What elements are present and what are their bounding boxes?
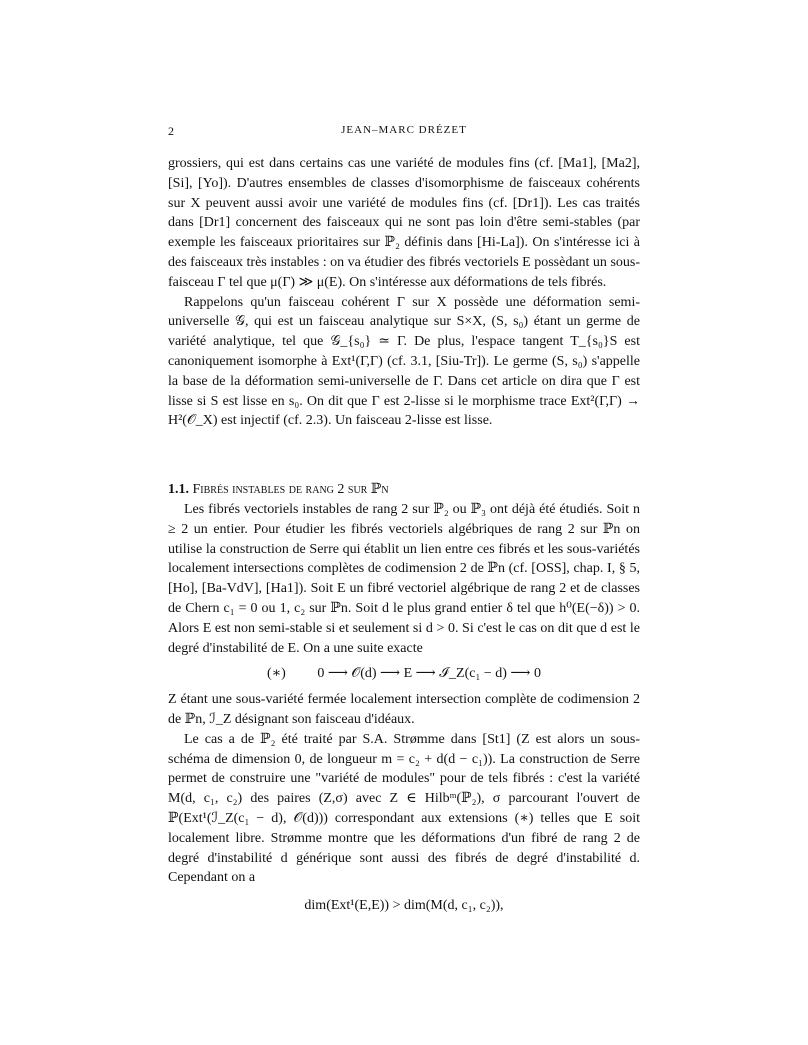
exact-sequence-equation	[168, 664, 640, 684]
section-title: Fibrés instables de rang 2 sur ℙn	[192, 482, 389, 498]
paragraph: Le cas a de ℙ₂ été traité par S.A. Strømme dans [St1] (Z est alors un sous-schéma de dimension 0, de longueur m = c₂ + d(d − c₁)). La construction de Serre permet de construire une "variété de modules" pour de tels fibrés : c'est la variété M(d, c₁, c₂) des paires (Z,σ) avec Z ∈ Hilbᵐ(ℙ₂), σ parcourant l'ouvert de ℙ(Ext¹(ℐ_Z(c₁ − d), 𝒪(d))) correspondant aux extensions (∗) telles que E soit localement libre. Strømme montre que les déformations d'un fibré de rang 2 de degré d'instabilité d générique sont aussi des fibrés de degré d'instabilité d. Cependant on a	[168, 731, 640, 886]
section-heading	[168, 480, 640, 500]
paragraph: grossiers, qui est dans certains cas une variété de modules fins (cf. [Ma1], [Ma2], [Si], [Yo]). D'autres ensembles de classes d'isomorphisme de faisceaux cohérents sur X peuvent aussi avoir une variété de modules fins (cf. [Dr1]). Les cas traités dans [Dr1] concernent des faisceaux qui ne sont pas loin d'être semi-stables (par exemple les faisceaux prioritaires sur ℙ₂ définis dans [Hi-La]). On s'intéresse ici à des faisceaux très instables : on va étudier des fibrés vectoriels E possèdant un sous-faisceau Γ tel que μ(Γ) ≫ μ(E). On s'intéresse aux déformations de tels fibrés.	[168, 156, 640, 290]
paragraph: Z étant une sous-variété fermée localement intersection complète de codimension 2 de ℙn, ℐ_Z désignant son faisceau d'idéaux.	[168, 692, 640, 727]
dimension-inequality: dim(Ext¹(E,E)) > dim(M(d, c₁, c₂)),	[304, 898, 504, 914]
running-head: JEAN–MARC DRÉZET	[341, 124, 467, 136]
page-number: 2	[168, 124, 174, 138]
section-number: 1.1.	[168, 482, 189, 498]
body-text	[168, 154, 640, 916]
paragraph: Rappelons qu'un faisceau cohérent Γ sur X possède une déformation semi-universelle 𝒢, qui est un faisceau analytique sur S×X, (S, s₀) étant un germe de variété analytique, tel que 𝒢_{s₀} ≃ Γ. De plus, l'espace tangent T_{s₀}S est canoniquement isomorphe à Ext¹(Γ,Γ) (cf. 3.1, [Siu-Tr]). Le germe (S, s₀) s'appelle la base de la déformation semi-universelle de Γ. Dans cet article on dira que Γ est lisse si S est lisse en s₀. On dit que Γ est 2-lisse si le morphisme trace Ext²(Γ,Γ) → H²(𝒪_X) est injectif (cf. 2.3). Un faisceau 2-lisse est lisse.	[168, 294, 640, 429]
paragraph: Les fibrés vectoriels instables de rang 2 sur ℙ₂ ou ℙ₃ ont déjà été étudiés. Soit n ≥ 2 un entier. Pour étudier les fibrés vectoriels algébriques de rang 2 sur ℙn on utilise la construction de Serre qui établit un lien entre ces fibrés et les sous-variétés localement intersections complètes de codimension 2 de ℙn (cf. [OSS], chap. I, § 5, [Ho], [Ba-VdV], [Ha1]). Soit E un fibré vectoriel algébrique de rang 2 et de classes de Chern c₁ = 0 ou 1, c₂ sur ℙn. Soit d le plus grand entier δ tel que h⁰(E(−δ)) > 0. Alors E est non semi-stable si et seulement si d > 0. Si c'est le cas on dit que d est le degré d'instabilité de E. On a une suite exacte	[168, 501, 640, 656]
equation-label: (∗)	[267, 666, 286, 682]
exact-sequence: 0 ⟶ 𝒪(d) ⟶ E ⟶ ℐ_Z(c₁ − d) ⟶ 0	[317, 666, 541, 682]
page-header	[168, 124, 640, 140]
